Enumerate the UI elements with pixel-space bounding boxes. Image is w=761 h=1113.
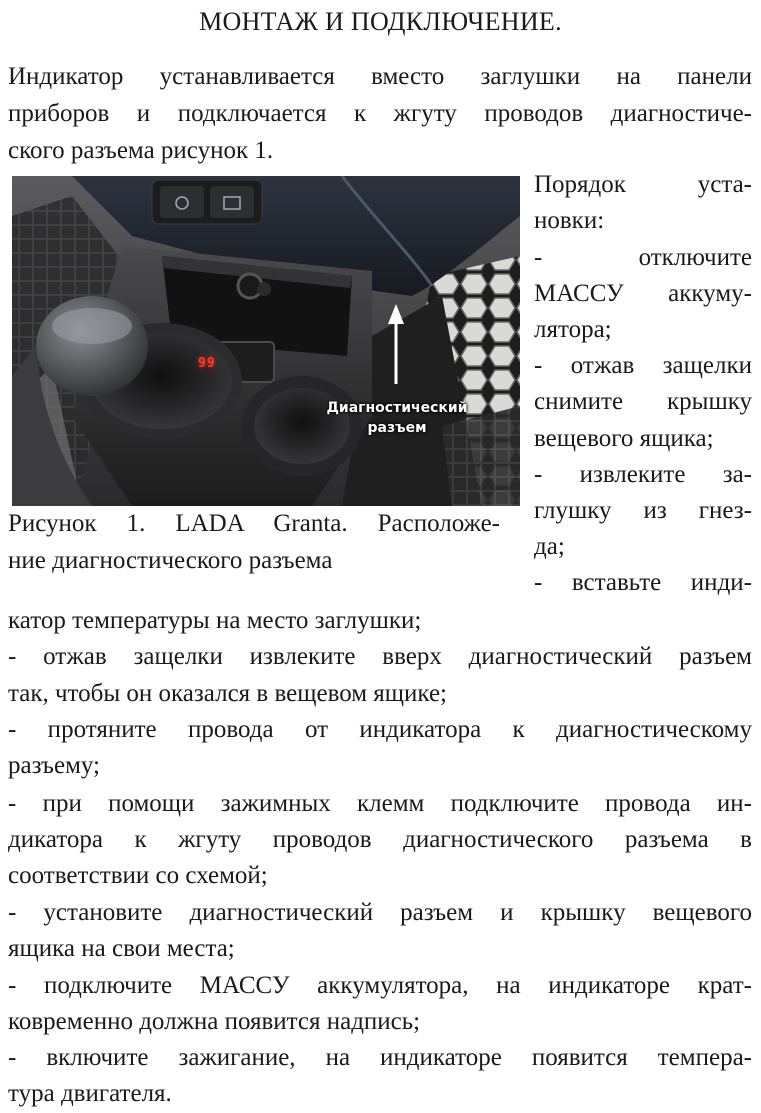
intro-line: приборов и подключается к жгуту проводов диагностиче- xyxy=(8,100,752,127)
side-step-line: лятора; xyxy=(534,316,612,343)
console-photo-illustration xyxy=(12,176,520,506)
body-step-line: ящика на свои места; xyxy=(8,935,235,962)
figure-caption-line: ние диагностического разъема xyxy=(8,547,333,574)
intro-line: ского разъема рисунок 1. xyxy=(8,137,274,164)
body-step-line: - включите зажигание, на индикаторе появится темпера- xyxy=(8,1044,752,1071)
indicator-display-value: 99 xyxy=(198,356,216,371)
side-step-line: вещевого ящика; xyxy=(534,425,714,452)
body-step-line: так, чтобы он оказался в вещевом ящике; xyxy=(8,680,447,707)
body-step-line: разъему; xyxy=(8,752,101,779)
figure-label-line: разъем xyxy=(367,420,427,436)
side-step-line: глушку из гнез- xyxy=(534,497,752,524)
body-step-line: - подключите МАССУ аккумулятора, на индикаторе крат- xyxy=(8,972,752,999)
body-step-line: соответствии со схемой; xyxy=(8,862,268,889)
page-title: МОНТАЖ И ПОДКЛЮЧЕНИЕ. xyxy=(199,7,562,36)
side-step-line: МАССУ аккуму- xyxy=(534,280,752,307)
side-step-line: - отжав защелки xyxy=(534,352,752,379)
side-step-line: - извлеките за- xyxy=(534,461,752,488)
figure-label-line: Диагностический xyxy=(326,400,468,416)
body-step-line: - при помощи зажимных клемм подключите провода ин- xyxy=(8,790,752,817)
body-step-line: - отжав защелки извлеките вверх диагностический разъем xyxy=(8,643,752,670)
side-step-line: новки: xyxy=(534,207,605,234)
figure-photo xyxy=(12,176,520,506)
body-step-line: - протяните провода от индикатора к диагностическому xyxy=(8,716,752,743)
body-step-line: - установите диагностический разъем и крышку вещевого xyxy=(8,899,752,926)
side-step-line: - вставьте инди- xyxy=(534,569,752,596)
side-step-line: снимите крышку xyxy=(534,388,752,415)
side-step-line: - отключите xyxy=(534,244,752,271)
body-step-line: тура двигателя. xyxy=(8,1080,172,1107)
side-step-line: Порядок уста- xyxy=(534,171,752,198)
diagnostic-connector-label xyxy=(322,398,472,438)
figure-caption-line: Рисунок 1. LADA Granta. Расположе- xyxy=(8,510,500,537)
body-step-line: дикатора к жгуту проводов диагностического разъема в xyxy=(8,826,752,853)
body-step-line: катор температуры на место заглушки; xyxy=(8,607,422,634)
body-step-line: ковременно должна появится надпись; xyxy=(8,1008,421,1035)
side-step-line: да; xyxy=(534,533,565,560)
intro-line: Индикатор устанавливается вместо заглушки на панели xyxy=(8,63,752,90)
